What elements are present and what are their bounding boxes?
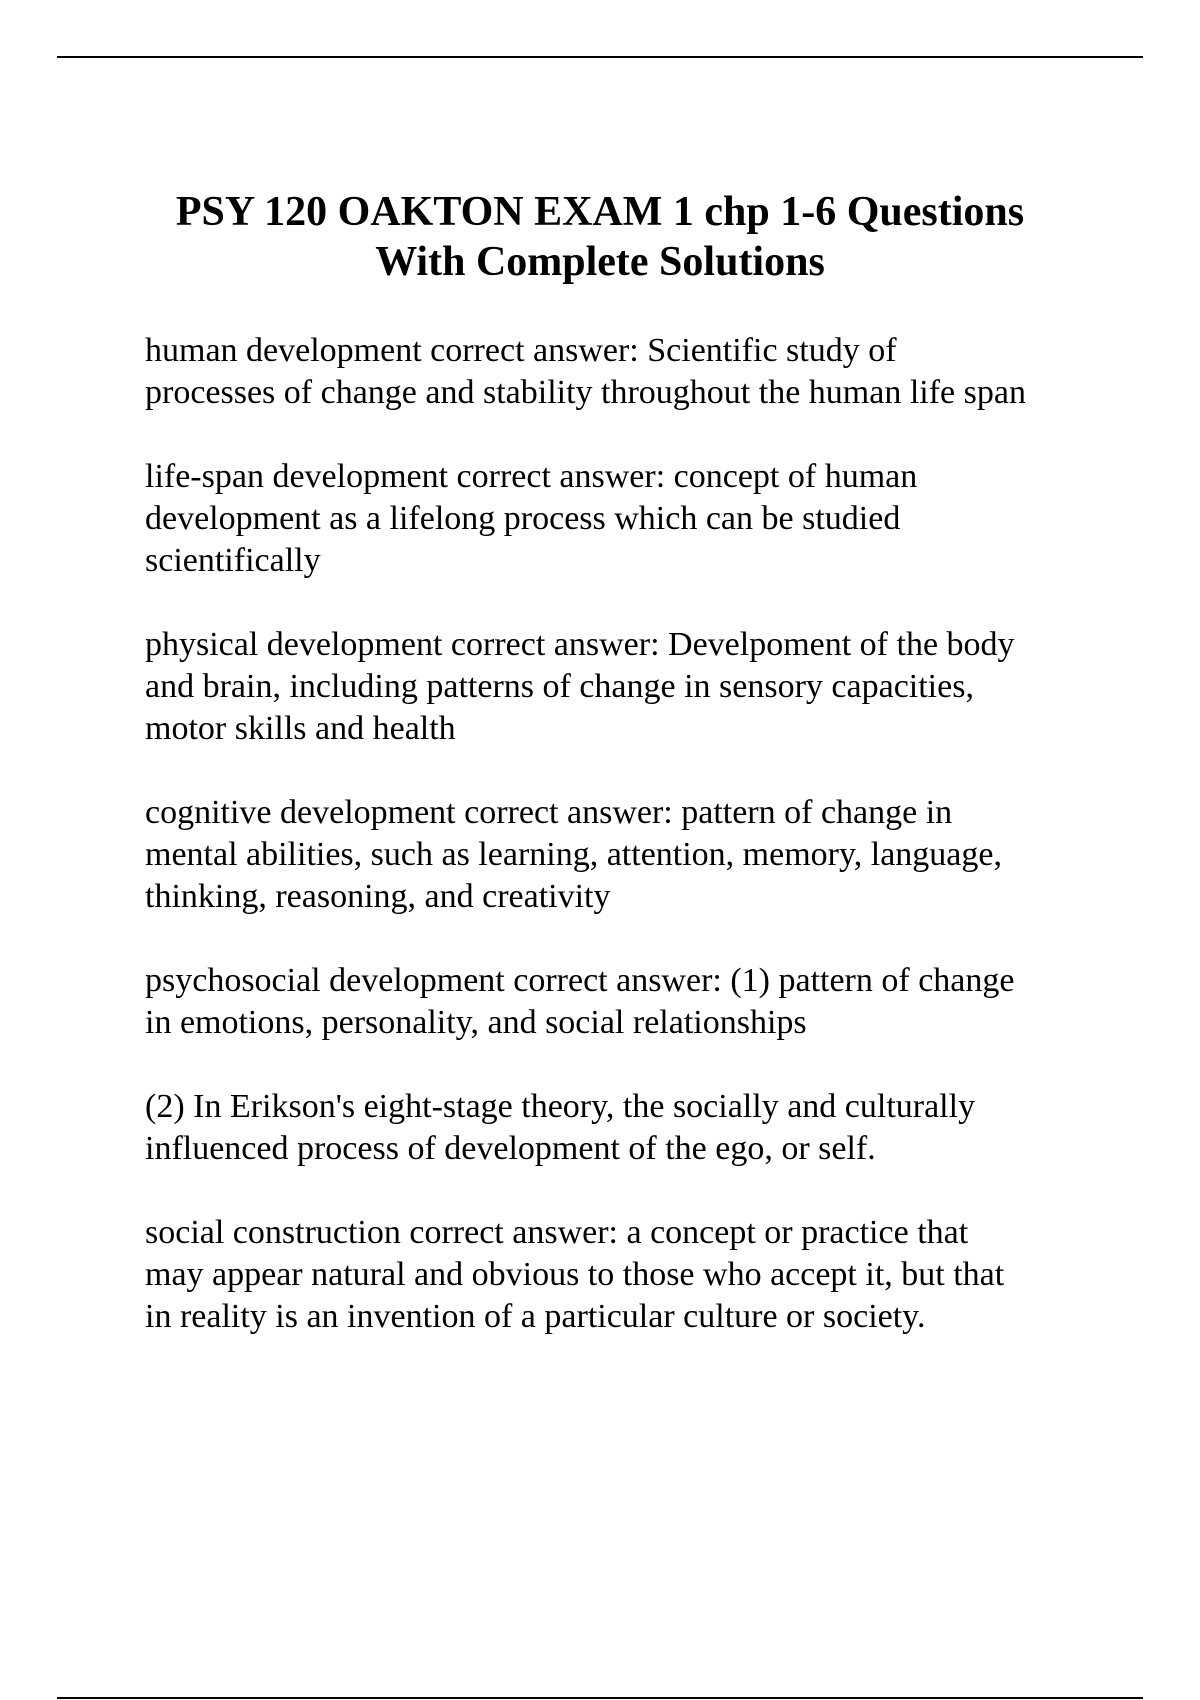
paragraph-physical-development [145,624,1145,750]
paragraph-line: motor skills and health [145,710,456,747]
bottom-rule [57,1697,1143,1699]
paragraph-line: scientifically [145,542,321,579]
paragraph-line: mental abilities, such as learning, attention, memory, language, [145,836,1002,873]
title-line-1: PSY 120 OAKTON EXAM 1 chp 1-6 Questions [175,189,1025,235]
paragraph-line: (2) In Erikson's eight-stage theory, the socially and culturally [145,1088,976,1125]
paragraph-cognitive-development [145,792,1145,918]
paragraph-line: thinking, reasoning, and creativity [145,878,611,915]
paragraph-human-development [145,330,1145,414]
top-rule [57,56,1143,58]
paragraph-erikson-theory [145,1086,1145,1170]
paragraph-line: influenced process of development of the ego, or self. [145,1130,876,1167]
paragraph-line: social construction correct answer: a concept or practice that [145,1214,969,1251]
paragraph-line: life-span development correct answer: concept of human [145,458,918,495]
title-line-2: With Complete Solutions [375,239,825,285]
paragraph-social-construction [145,1212,1145,1338]
paragraph-line: and brain, including patterns of change in sensory capacities, [145,668,974,705]
document-title [100,187,1100,287]
paragraph-line: physical development correct answer: Develpoment of the body [145,626,1015,663]
paragraph-line: in emotions, personality, and social relationships [145,1004,807,1041]
paragraph-line: processes of change and stability throughout the human life span [145,374,1026,411]
document-body [145,330,1145,1380]
paragraph-life-span-development [145,456,1145,582]
paragraph-line: development as a lifelong process which can be studied [145,500,901,537]
paragraph-line: may appear natural and obvious to those who accept it, but that [145,1256,1005,1293]
paragraph-line: human development correct answer: Scientific study of [145,332,897,369]
paragraph-line: cognitive development correct answer: pattern of change in [145,794,953,831]
paragraph-line: psychosocial development correct answer: (1) pattern of change [145,962,1015,999]
paragraph-psychosocial-development [145,960,1145,1044]
paragraph-line: in reality is an invention of a particular culture or society. [145,1298,926,1335]
